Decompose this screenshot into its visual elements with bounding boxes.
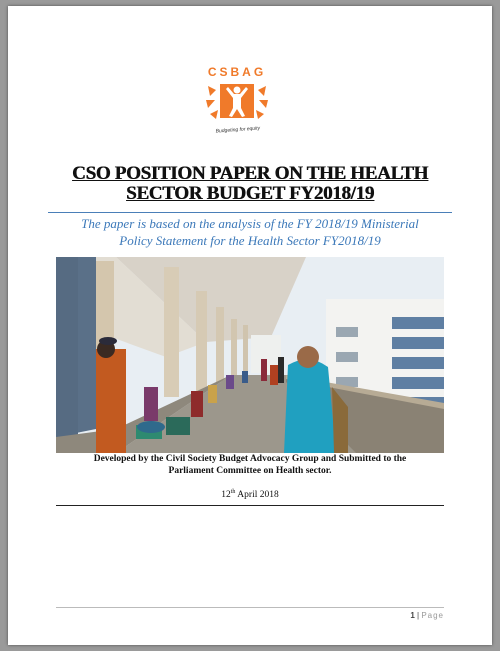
cover-photo <box>56 257 444 453</box>
credit-line-2: Parliament Committee on Health sector. <box>168 466 332 476</box>
svg-text:CSBAG: CSBAG <box>207 65 267 79</box>
date-suffix: th <box>230 489 236 495</box>
page-number: 1 <box>410 611 415 620</box>
credit-text <box>56 453 444 477</box>
subtitle-line-2: Policy Statement for the Health Sector FY2018/19 <box>119 233 381 248</box>
page-footer <box>56 607 444 620</box>
subtitle <box>48 212 452 249</box>
title-line-1: CSO POSITION PAPER ON THE HEALTH <box>72 163 428 184</box>
subtitle-line-1: The paper is based on the analysis of the FY 2018/19 Ministerial <box>81 216 419 231</box>
document-page <box>8 6 492 645</box>
page-separator: | <box>414 611 422 620</box>
page-title <box>48 164 452 204</box>
publication-date <box>56 486 444 506</box>
title-line-2: SECTOR BUDGET FY2018/19 <box>126 183 374 204</box>
date-day: 12 <box>221 490 231 501</box>
date-rest: April 2018 <box>235 490 279 501</box>
credit-line-1: Developed by the Civil Society Budget Advocacy Group and Submitted to the <box>93 454 407 464</box>
page-label: Page <box>421 611 444 620</box>
logo-tagline: Budgeting for equity <box>215 125 261 135</box>
csbag-logo <box>194 56 280 142</box>
